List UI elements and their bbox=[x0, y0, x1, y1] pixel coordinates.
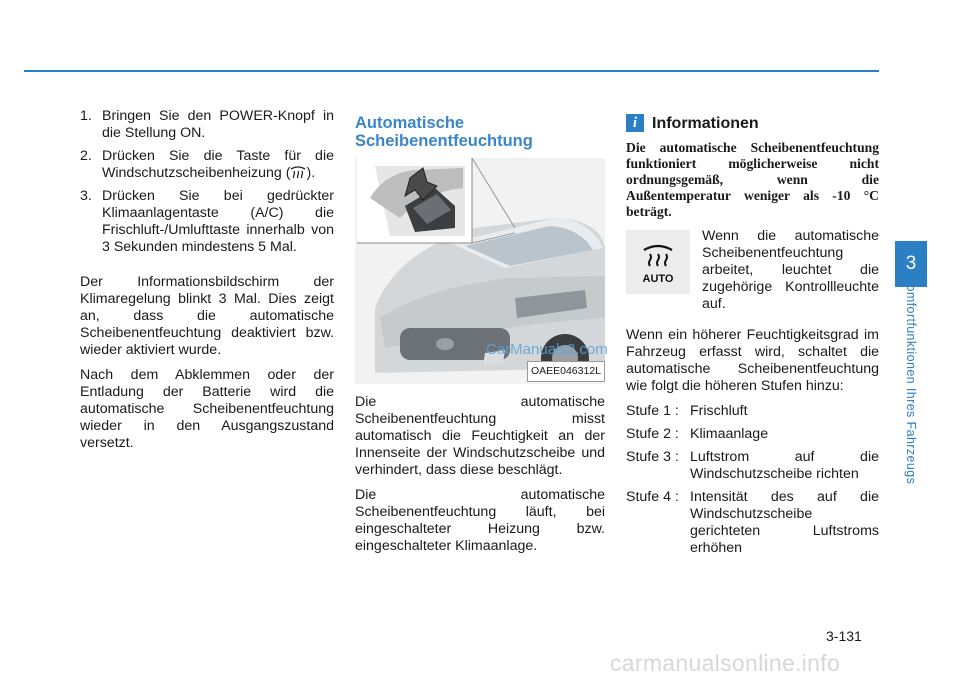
page-number: 3-131 bbox=[826, 628, 862, 644]
paragraph-operation: Die automatische Scheibenentfeuchtung läuft, bei eingeschalteter Heizung bzw. eingeschalteter Klimaanlage. bbox=[355, 487, 605, 554]
info-icon: i bbox=[626, 114, 644, 132]
list-item: 1. Bringen Sie den POWER-Knopf in die Stellung ON. bbox=[80, 108, 334, 141]
footer-watermark[interactable]: carmanualsonline.info bbox=[610, 650, 841, 676]
middle-column bbox=[355, 108, 605, 563]
info-text: Die automatische Scheibenentfeuchtung funktioniert möglicherweise nicht ordnungsgemäß, wenn die Außentemperatur weniger als -10 °C beträgt. bbox=[626, 140, 879, 219]
info-header bbox=[626, 114, 879, 132]
list-item: 3. Drücken Sie bei gedrückter Klimaanlagentaste (A/C) die Frischluft-/Umlufttaste innerhalb von 3 Sekunden mindestens 5 Mal. bbox=[80, 188, 334, 255]
info-title: Informationen bbox=[652, 114, 759, 132]
paragraph-battery: Nach dem Abklemmen oder der Entladung der Batterie wird die automatische Scheibenentfeuchtung wieder in den Ausgangszustand versetzt. bbox=[80, 367, 334, 451]
steps-list bbox=[80, 108, 334, 256]
windshield-defrost-icon bbox=[290, 165, 306, 179]
watermark-link[interactable]: CarManuals2.com bbox=[486, 341, 608, 358]
paragraph-info-display: Der Informationsbildschirm der Klimaregelung blinkt 3 Mal. Dies zeigt an, dass die automatische Scheibenentfeuchtung deaktiviert bzw. wieder aktiviert wurde. bbox=[80, 274, 334, 358]
level-row: Stufe 1 : Frischluft bbox=[626, 403, 748, 419]
paragraph-measure: Die automatische Scheibenentfeuchtung misst automatisch die Feuchtigkeit an der Innenseite der Windschutzscheibe und verhindert, dass diese beschlägt. bbox=[355, 394, 605, 478]
list-item: 2. Drücken Sie die Taste für die Windschutzscheibenheizung ( ). bbox=[80, 148, 334, 181]
level-row: Stufe 2 : Klimaanlage bbox=[626, 426, 769, 442]
chapter-title: Komfortfunktionen Ihres Fahrzeugs bbox=[904, 275, 918, 485]
auto-defog-icon bbox=[626, 230, 690, 294]
chapter-tab: 3 bbox=[895, 241, 927, 287]
auto-indicator-block bbox=[626, 228, 879, 313]
level-row: Stufe 3 : Luftstrom auf die Windschutzscheibe richten bbox=[626, 449, 879, 482]
right-column bbox=[626, 108, 879, 563]
image-code: OAEE046312L bbox=[527, 361, 605, 382]
auto-indicator-text: Wenn die automatische Scheibenentfeuchtung arbeitet, leuchtet die zugehörige Kontrollleuchte auf. bbox=[702, 228, 879, 312]
header-rule bbox=[24, 70, 879, 72]
section-heading: Automatische Scheibenentfeuchtung bbox=[355, 114, 533, 150]
paragraph-levels: Wenn ein höherer Feuchtigkeitsgrad im Fahrzeug erfasst wird, schaltet die automatische Scheibenentfeuchtung wie folgt die höheren Stufen hinzu: bbox=[626, 327, 879, 394]
left-column bbox=[80, 108, 334, 460]
auto-defog-indicator bbox=[626, 230, 690, 294]
level-row: Stufe 4 : Intensität des auf die Windschutzscheibe gerichteten Luftstroms erhöhen bbox=[626, 489, 879, 556]
auto-label: AUTO bbox=[642, 273, 674, 285]
